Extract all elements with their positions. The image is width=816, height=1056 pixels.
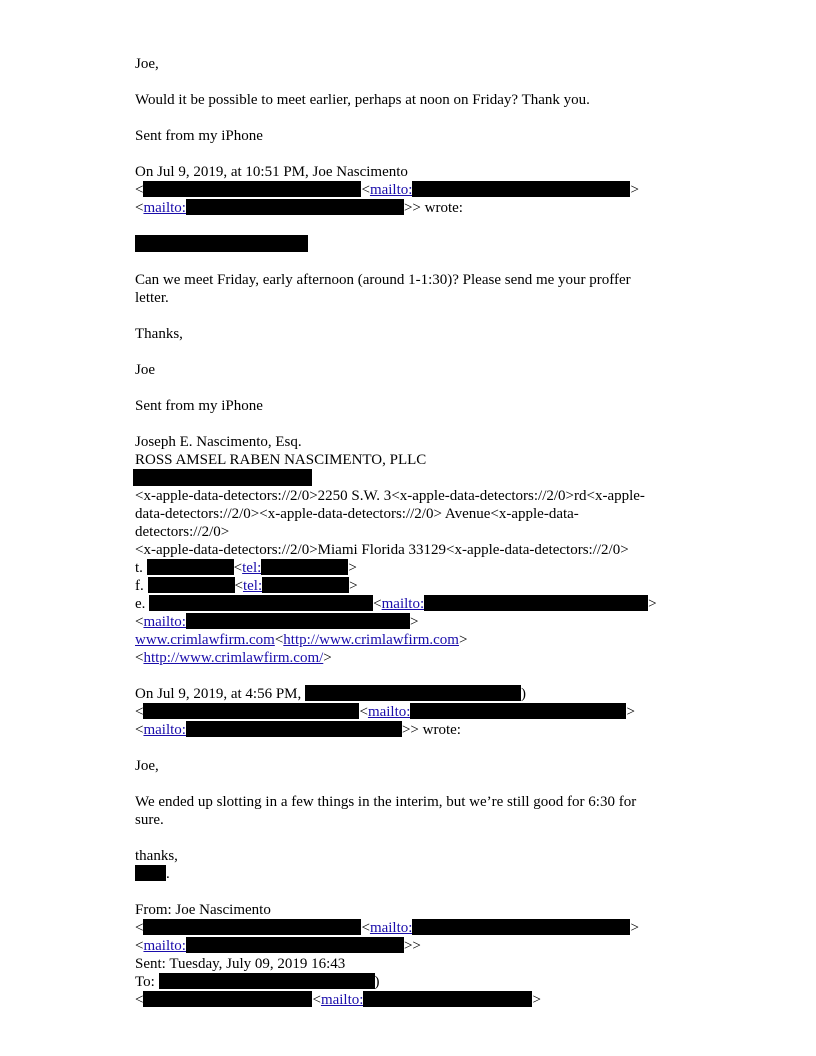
mailto-link[interactable]: mailto: [369,182,413,198]
redaction [186,613,410,629]
website-url-link[interactable]: http://www.crimlawfirm.com/ [143,650,324,666]
sent-line: Sent: Tuesday, July 09, 2019 16:43 [135,956,346,972]
redaction [143,991,312,1007]
address-line: <mailto: >> wrote: [135,722,461,738]
redaction [262,577,349,593]
email-line: e. <mailto: > [135,596,657,612]
address-line: <x-apple-data-detectors://2/0>Miami Florida 33129<x-apple-data-detectors://2/0> [135,542,629,558]
signature-name: Joseph E. Nascimento, Esq. [135,434,302,450]
mailto-link[interactable]: mailto: [320,992,364,1008]
address-line: <x-apple-data-detectors://2/0>2250 S.W. 3<x-apple-data-detectors://2/0>rd<x-apple- [135,488,645,504]
website-line: <http://www.crimlawfirm.com/> [135,650,332,666]
meeting-request: Would it be possible to meet earlier, perhaps at noon on Friday? Thank you. [135,92,590,108]
redaction [149,595,373,611]
redaction [410,703,626,719]
address-line: data-detectors://2/0><x-apple-data-detectors://2/0> Avenue<x-apple-data- [135,506,579,522]
address-line: < <mailto: > [135,182,639,198]
website-line: www.crimlawfirm.com<http://www.crimlawfirm.com> [135,632,468,648]
redaction [186,199,404,215]
redaction [135,235,308,252]
mailto-link[interactable]: mailto: [381,596,425,612]
redaction [143,181,361,197]
sent-from-iphone: Sent from my iPhone [135,128,263,144]
thanks: thanks, [135,848,178,864]
from-line: From: Joe Nascimento [135,902,271,918]
website-url-link[interactable]: http://www.crimlawfirm.com [283,632,459,648]
redaction [363,991,532,1007]
address-line: detectors://2/0> [135,524,230,540]
redaction [148,577,235,593]
greeting: Joe, [135,758,159,774]
fax-line: f. <tel: > [135,578,358,594]
mailto-link[interactable]: mailto: [143,938,186,954]
address-line: < <mailto: > [135,992,541,1008]
signature-firm: ROSS AMSEL RABEN NASCIMENTO, PLLC [135,452,427,468]
mailto-link[interactable]: mailto: [369,920,413,936]
website-link[interactable]: www.crimlawfirm.com [135,632,275,648]
redaction [261,559,348,575]
redaction [305,685,521,701]
body-line: Can we meet Friday, early afternoon (around 1-1:30)? Please send me your proffer [135,272,631,288]
quote-header-1: On Jul 9, 2019, at 10:51 PM, Joe Nascimento [135,164,408,180]
signoff-name: . [135,865,170,883]
redaction [412,919,630,935]
address-line: <mailto: >> [135,938,421,954]
body-line: We ended up slotting in a few things in the interim, but we’re still good for 6:30 for [135,794,637,810]
tel-link[interactable]: tel: [242,560,262,576]
phone-line: t. <tel: > [135,560,357,576]
body-line: sure. [135,812,164,828]
mailto-link[interactable]: mailto: [143,722,186,738]
redaction [424,595,648,611]
greeting: Joe, [135,56,159,72]
redaction [143,703,359,719]
address-line: <mailto: > [135,614,419,630]
mailto-link[interactable]: mailto: [367,704,411,720]
quote-header-2: On Jul 9, 2019, at 4:56 PM, ) [135,686,527,702]
mailto-link[interactable]: mailto: [143,200,186,216]
signoff-name: Joe [135,362,155,378]
redaction [412,181,630,197]
redaction [147,559,234,575]
tel-link[interactable]: tel: [242,578,263,594]
redaction [186,721,402,737]
address-line: <mailto: >> wrote: [135,200,463,216]
address-line: < <mailto: > [135,920,639,936]
redaction [135,865,166,881]
thanks: Thanks, [135,326,183,342]
address-line: < <mailto: > [135,704,635,720]
redaction [133,469,312,486]
mailto-link[interactable]: mailto: [143,614,186,630]
to-line: To: ) [135,974,380,990]
body-line: letter. [135,290,169,306]
redaction [143,919,361,935]
sent-from-iphone: Sent from my iPhone [135,398,263,414]
redaction [159,973,375,989]
redaction [186,937,404,953]
